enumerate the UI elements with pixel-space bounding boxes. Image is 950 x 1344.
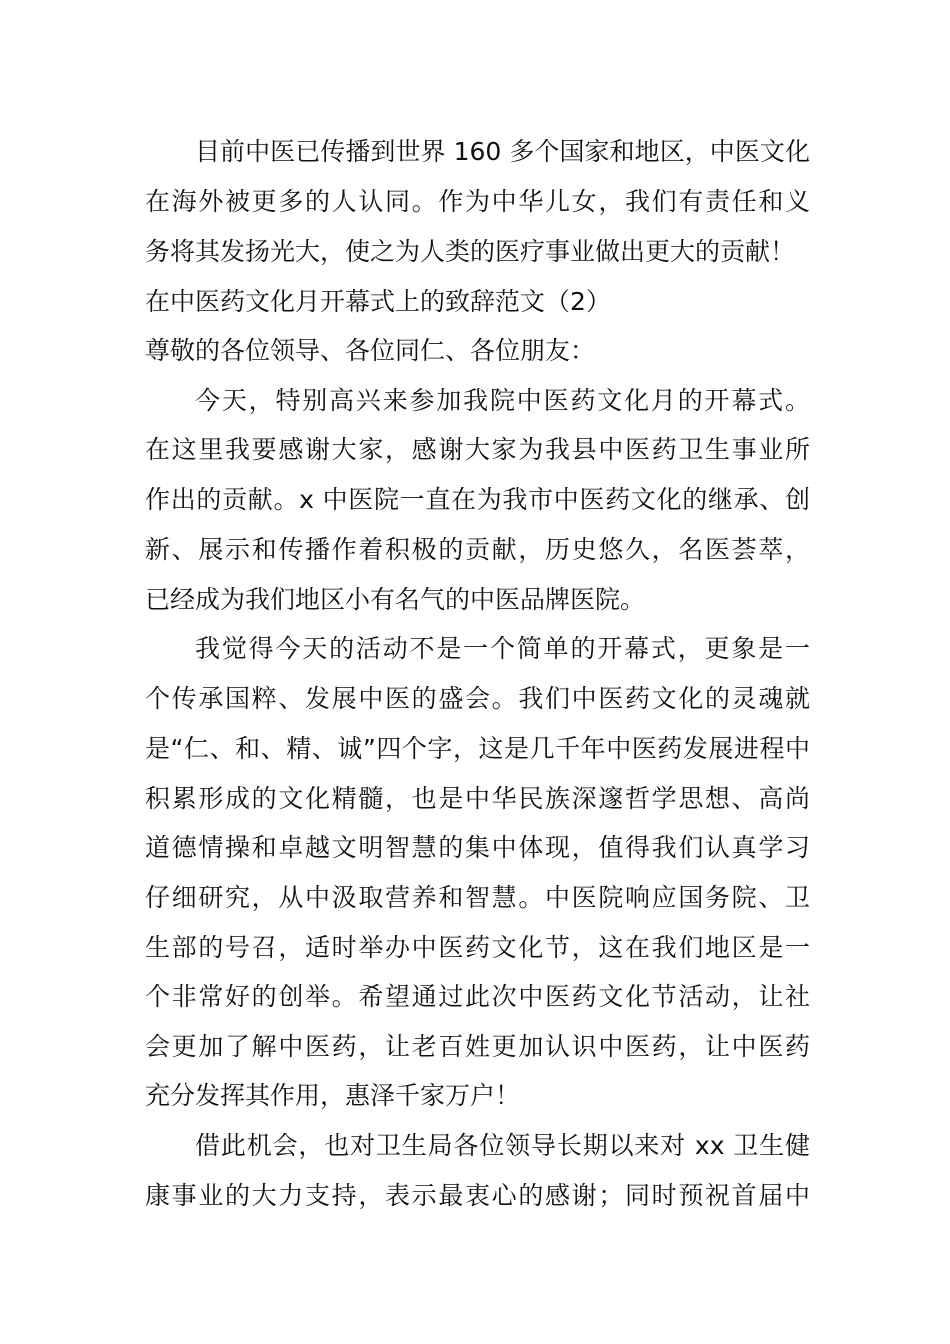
text-line: 新、展示和传播作着积极的贡献，历史悠久，名医荟萃，	[145, 535, 810, 564]
text-line: 仔细研究，从中汲取营养和智慧。中医院响应国务院、卫	[145, 883, 810, 912]
text-line: 作出的贡献。x 中医院一直在为我市中医药文化的继承、创	[145, 485, 810, 514]
text-line: 目前中医已传播到世界 160 多个国家和地区，中医文化	[195, 137, 810, 166]
text-line: 康事业的大力支持，表示最衷心的感谢；同时预祝首届中	[145, 1181, 810, 1210]
text-line: 会更加了解中医药，让老百姓更加认识中医药，让中医药	[145, 1032, 810, 1061]
text-line: 在海外被更多的人认同。作为中华儿女，我们有责任和义	[145, 187, 810, 216]
text-line: 务将其发扬光大，使之为人类的医疗事业做出更大的贡献！	[145, 237, 796, 266]
text-line: 已经成为我们地区小有名气的中医品牌医院。	[145, 585, 646, 614]
text-line: 道德情操和卓越文明智慧的集中体现，值得我们认真学习	[145, 833, 810, 862]
text-line: 借此机会，也对卫生局各位领导长期以来对 xx 卫生健	[195, 1131, 810, 1160]
salutation: 尊敬的各位领导、各位同仁、各位朋友：	[145, 336, 596, 365]
text-line: 是“仁、和、精、诚”四个字，这是几千年中医药发展进程中	[145, 734, 810, 763]
text-line: 今天，特别高兴来参加我院中医药文化月的开幕式。	[195, 386, 810, 415]
text-line: 在这里我要感谢大家，感谢大家为我县中医药卫生事业所	[145, 435, 810, 464]
text-line: 我觉得今天的活动不是一个简单的开幕式，更象是一	[195, 634, 810, 663]
text-line: 生部的号召，适时举办中医药文化节，这在我们地区是一	[145, 933, 810, 962]
text-line: 个传承国粹、发展中医的盛会。我们中医药文化的灵魂就	[145, 684, 810, 713]
text-line: 个非常好的创举。希望通过此次中医药文化节活动，让社	[145, 982, 810, 1011]
section-title: 在中医药文化月开幕式上的致辞范文（2）	[145, 287, 611, 316]
text-line: 积累形成的文化精髓，也是中华民族深邃哲学思想、高尚	[145, 784, 810, 813]
text-line: 充分发挥其作用，惠泽千家万户！	[145, 1081, 521, 1110]
